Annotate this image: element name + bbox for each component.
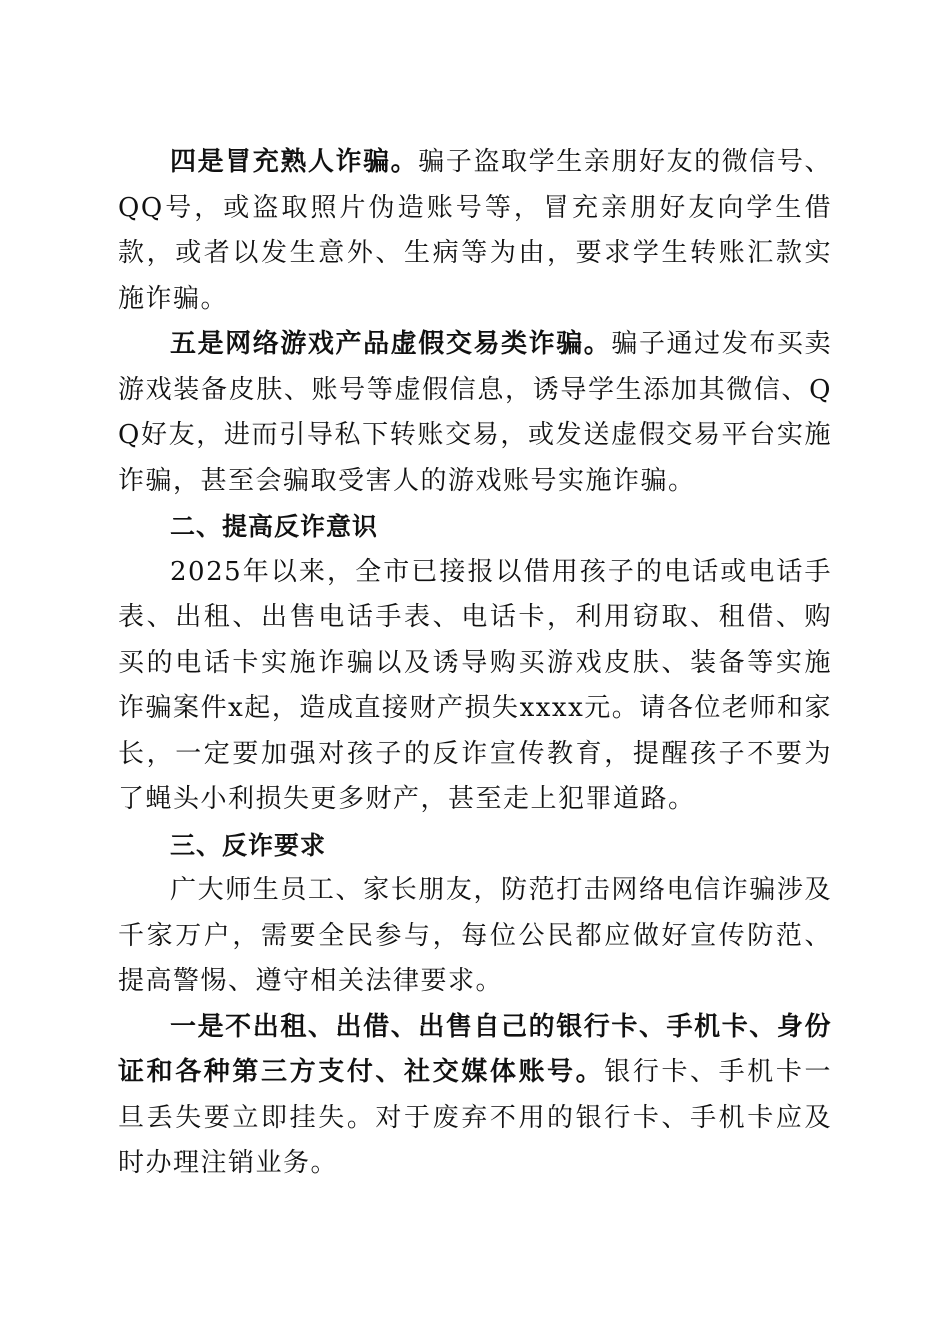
paragraph-lead: 五是网络游戏产品虚假交易类诈骗。: [170, 329, 612, 359]
section-heading-awareness: 二、提高反诈意识: [170, 512, 379, 541]
paragraph-lead: 四是冒充熟人诈骗。: [170, 147, 419, 177]
paragraph-text: 银行卡、手机卡一旦丢失要立即挂失。对于废弃不用的银行卡、手机卡应及时办理注销业务。: [118, 1057, 832, 1178]
paragraph-game-trade-fraud: [118, 322, 832, 504]
paragraph-requirements-intro: 广大师生员工、家长朋友，防范打击网络电信诈骗涉及千家万户，需要全民参与，每位公民都应做好宣传防范、提高警惕、遵守相关法律要求。: [118, 875, 832, 996]
paragraph-statistics: 2025年以来，全市已接报以借用孩子的电话或电话手表、出租、出售电话手表、电话卡，利用窃取、租借、购买的电话卡实施诈骗以及诱导购买游戏皮肤、装备等实施诈骗案件x起，造成直接财产损失xxxx元。请各位老师和家长，一定要加强对孩子的反诈宣传教育，提醒孩子不要为了蝇头小利损失更多财产，甚至走上犯罪道路。: [118, 556, 832, 814]
paragraph-no-renting-cards: [118, 1005, 832, 1187]
paragraph-text: 骗子通过发布买卖游戏装备皮肤、账号等虚假信息，诱导学生添加其微信、QQ好友，进而引导私下转账交易，或发送虚假交易平台实施诈骗，甚至会骗取受害人的游戏账号实施诈骗。: [118, 329, 832, 496]
paragraph-lead: 一是不出租、出借、出售自己的银行卡、手机卡、身份证和各种第三方支付、社交媒体账号。: [118, 1011, 832, 1087]
paragraph-text: 骗子盗取学生亲朋好友的微信号、QQ号，或盗取照片伪造账号等，冒充亲朋好友向学生借款，或者以发生意外、生病等为由，要求学生转账汇款实施诈骗。: [118, 147, 832, 314]
paragraph-impersonation-fraud: [118, 140, 832, 322]
document-body: [118, 140, 832, 1187]
section-heading-requirements: 三、反诈要求: [170, 830, 327, 860]
